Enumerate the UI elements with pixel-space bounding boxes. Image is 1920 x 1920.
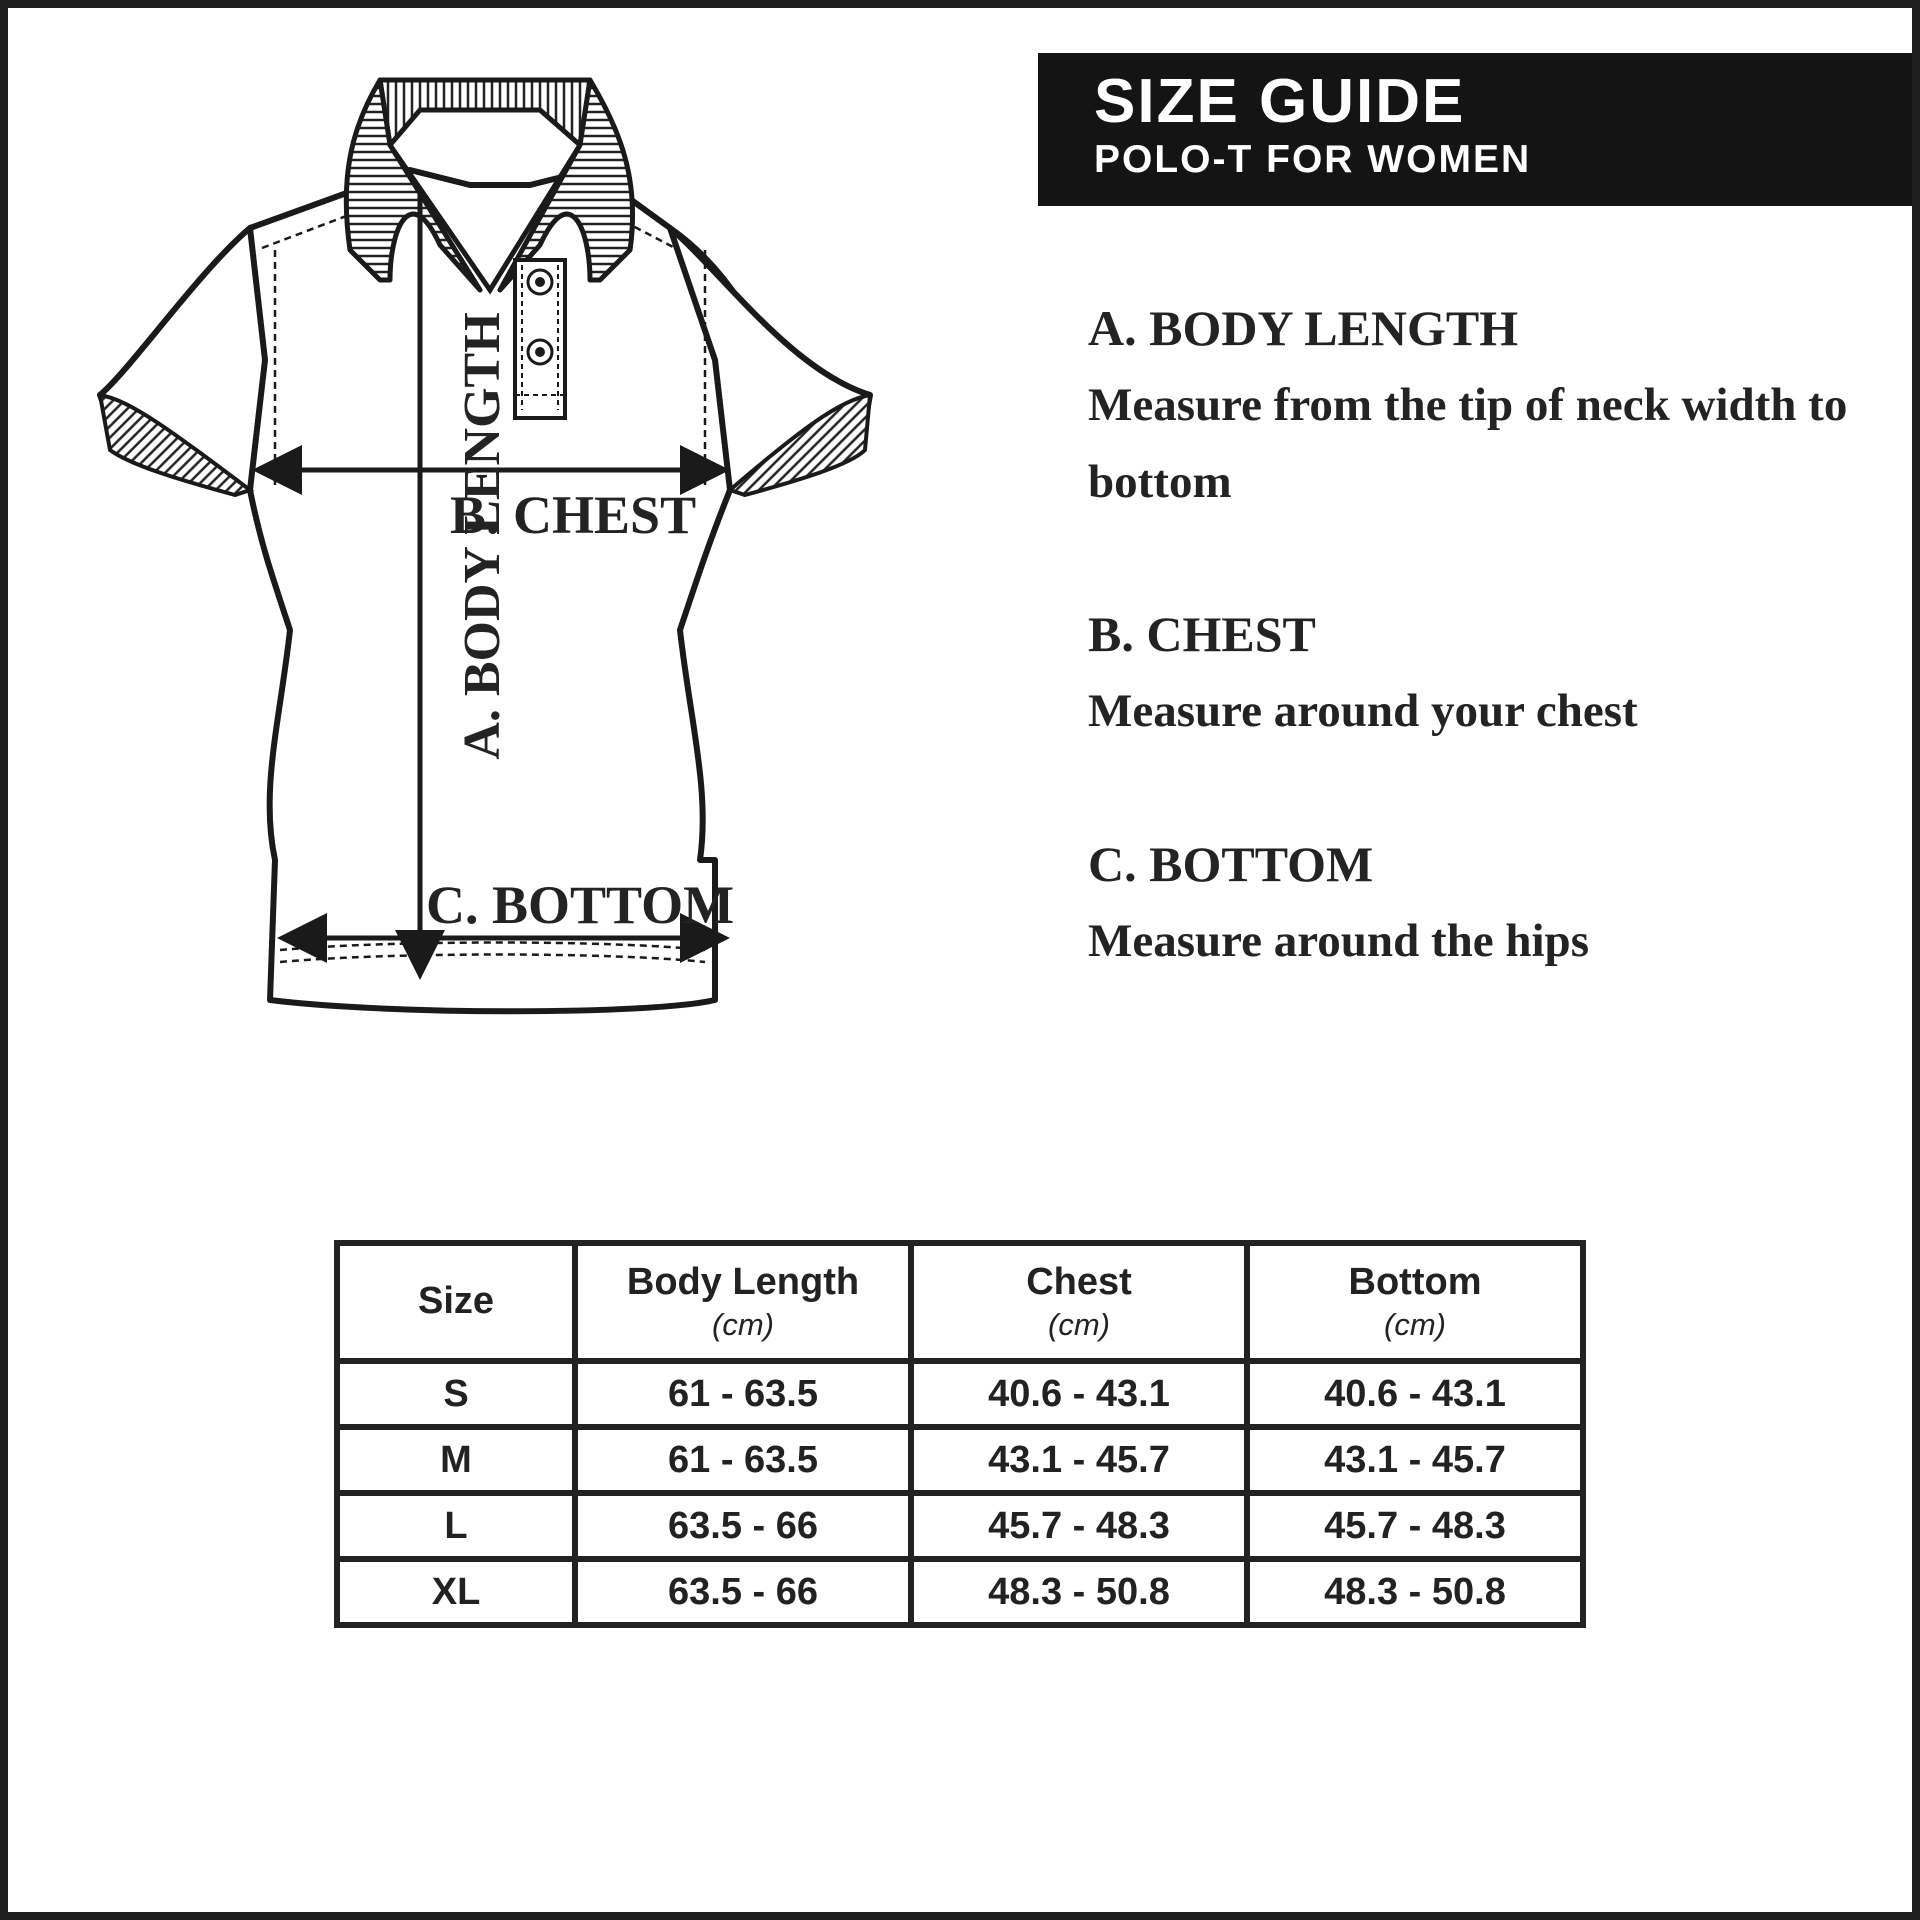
cell-bottom: 43.1 - 45.7 — [1247, 1427, 1583, 1493]
measurement-body-length — [1088, 290, 1908, 521]
size-guide-banner — [1038, 53, 1912, 206]
cell-body-length: 63.5 - 66 — [575, 1493, 911, 1559]
cell-size: S — [337, 1361, 575, 1427]
banner-subtitle: POLO-T FOR WOMEN — [1094, 138, 1532, 181]
measurement-heading: A. BODY LENGTH — [1088, 300, 1519, 356]
banner-title: SIZE GUIDE — [1094, 67, 1466, 136]
cell-size: L — [337, 1493, 575, 1559]
cell-chest: 40.6 - 43.1 — [911, 1361, 1247, 1427]
measurement-heading: B. CHEST — [1088, 606, 1316, 662]
measurement-bottom — [1088, 826, 1908, 980]
cell-bottom: 40.6 - 43.1 — [1247, 1361, 1583, 1427]
cell-size: XL — [337, 1559, 575, 1625]
measurement-chest — [1088, 596, 1908, 750]
measurement-instruction: Measure around the hips — [1088, 915, 1589, 967]
body-length-label: A. BODY LENGTH — [454, 312, 511, 760]
cell-size: M — [337, 1427, 575, 1493]
table-row — [337, 1361, 1583, 1427]
measurement-instruction: Measure from the tip of neck width to bottom — [1088, 379, 1848, 508]
table-header-row — [337, 1243, 1583, 1361]
collar-back — [380, 80, 590, 145]
table-row — [337, 1493, 1583, 1559]
table-row — [337, 1427, 1583, 1493]
cell-body-length: 61 - 63.5 — [575, 1361, 911, 1427]
cell-body-length: 63.5 - 66 — [575, 1559, 911, 1625]
measurement-instruction: Measure around your chest — [1088, 685, 1638, 737]
bottom-label: C. BOTTOM — [426, 875, 735, 935]
cell-chest: 45.7 - 48.3 — [911, 1493, 1247, 1559]
cell-chest: 43.1 - 45.7 — [911, 1427, 1247, 1493]
cell-body-length: 61 - 63.5 — [575, 1427, 911, 1493]
cell-bottom: 45.7 - 48.3 — [1247, 1493, 1583, 1559]
size-table — [334, 1240, 1586, 1628]
header-bottom: Bottom (cm) — [1247, 1243, 1583, 1361]
header-size: Size — [337, 1243, 575, 1361]
cell-bottom: 48.3 - 50.8 — [1247, 1559, 1583, 1625]
cell-chest: 48.3 - 50.8 — [911, 1559, 1247, 1625]
chest-label: B. CHEST — [450, 485, 697, 545]
table-row — [337, 1559, 1583, 1625]
polo-shirt-diagram — [90, 70, 990, 1030]
header-chest: Chest (cm) — [911, 1243, 1247, 1361]
measurement-heading: C. BOTTOM — [1088, 836, 1374, 892]
header-body-length: Body Length (cm) — [575, 1243, 911, 1361]
